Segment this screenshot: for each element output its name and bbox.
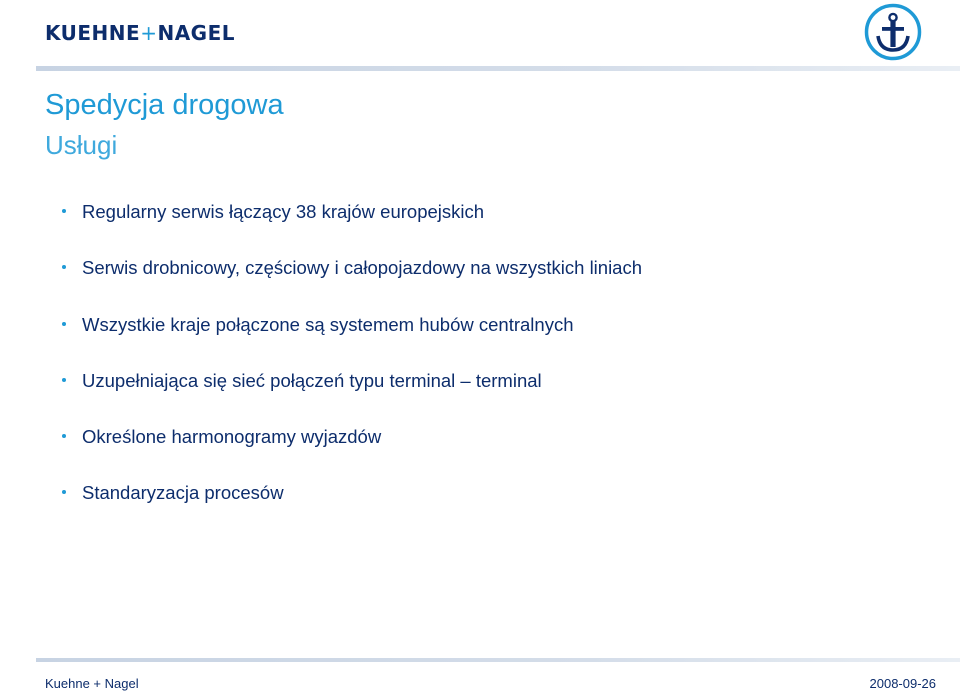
bullet-text: Określone harmonogramy wyjazdów — [82, 426, 382, 448]
header-divider — [36, 66, 960, 71]
slide-subtitle: Usługi — [45, 130, 118, 160]
brand-wordmark-right: NAGEL — [157, 21, 235, 45]
brand-wordmark-plus: + — [140, 21, 158, 45]
bullet-dot-icon — [62, 265, 66, 269]
bullet-dot-icon — [62, 378, 66, 382]
bullet-text: Serwis drobnicowy, częściowy i całopojazdowy na wszystkich liniach — [82, 257, 643, 279]
bullet-dot-icon — [62, 322, 66, 326]
brand-wordmark — [45, 21, 235, 45]
bullet-dot-icon — [62, 434, 66, 438]
footer-divider — [36, 658, 960, 662]
footer-company: Kuehne + Nagel — [45, 676, 139, 691]
brand-wordmark-left: KUEHNE — [45, 21, 141, 45]
slide-title: Spedycja drogowa — [45, 89, 284, 121]
bullet-text: Standaryzacja procesów — [82, 482, 284, 504]
anchor-icon — [864, 3, 922, 61]
footer-date: 2008-09-26 — [869, 676, 936, 691]
bullet-dot-icon — [62, 490, 66, 494]
bullet-text: Wszystkie kraje połączone są systemem hubów centralnych — [82, 313, 574, 335]
bullet-text: Regularny serwis łączący 38 krajów europejskich — [82, 201, 485, 222]
bullet-text: Uzupełniająca się sieć połączeń typu terminal – terminal — [82, 369, 542, 391]
bullet-dot-icon — [62, 209, 66, 213]
